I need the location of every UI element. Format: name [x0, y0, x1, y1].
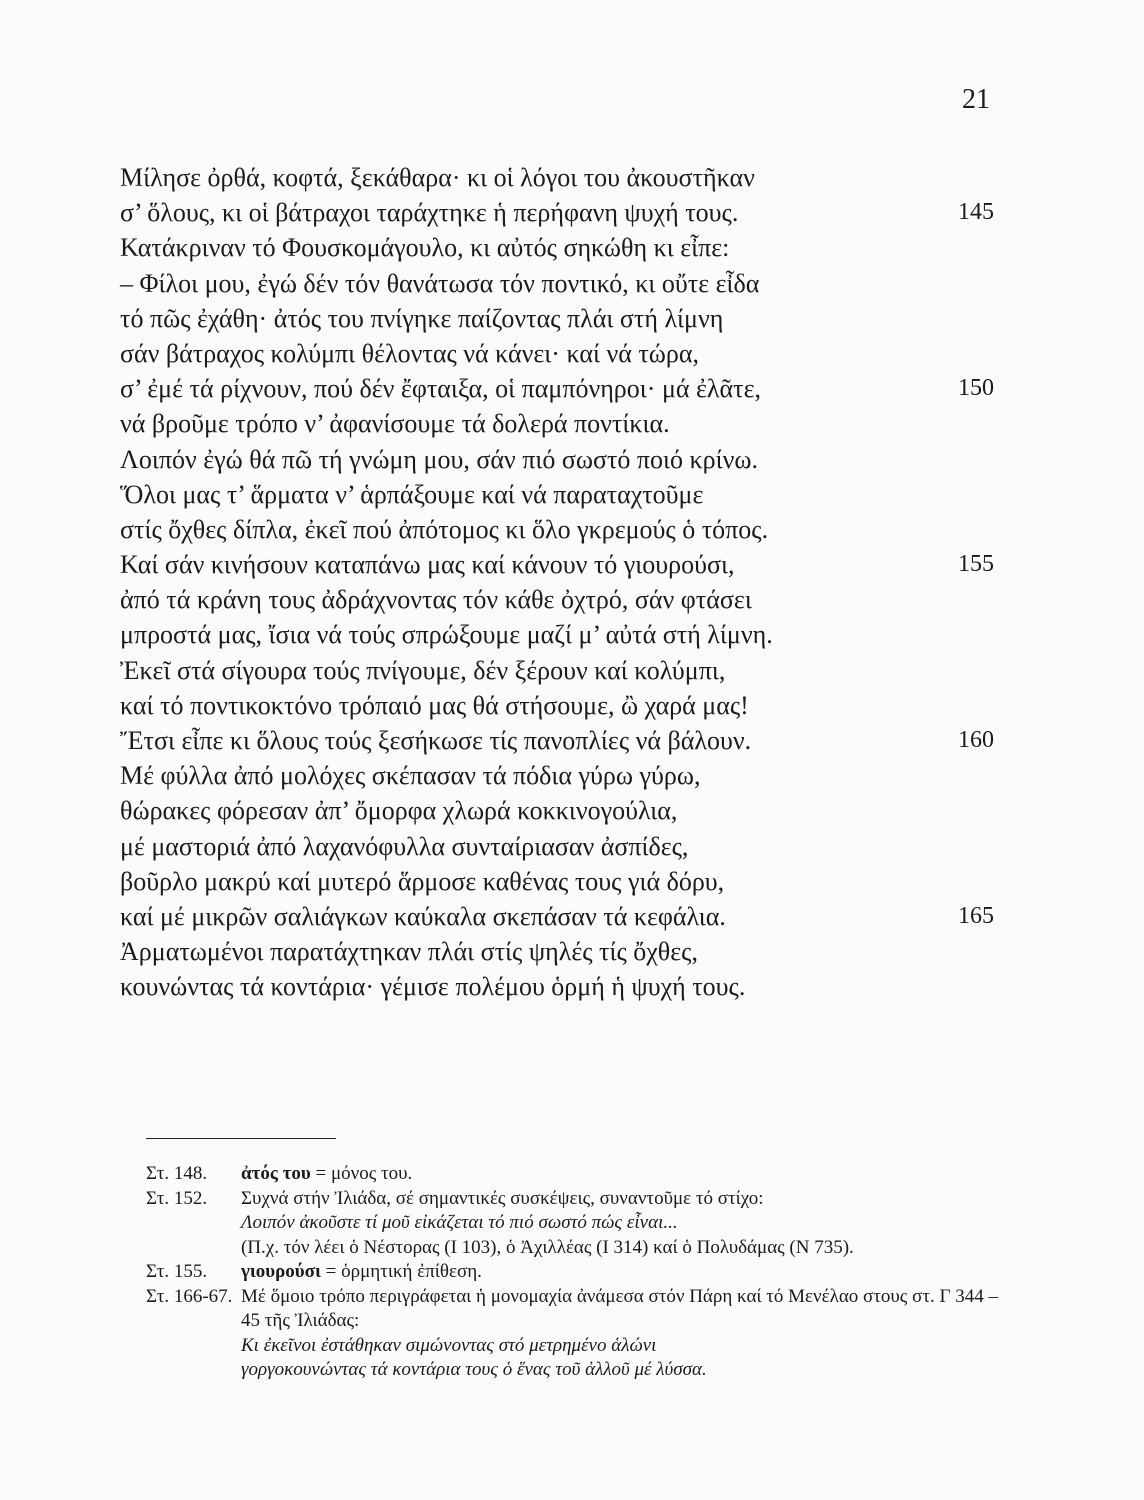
page-number: 21 [962, 84, 990, 115]
verse-line: Λοιπόν ἐγώ θά πῶ τή γνώμη μου, σάν πιό σωστό ποιό κρίνω. [120, 444, 758, 474]
verse-line: Ἔτσι εἶπε κι ὅλους τούς ξεσήκωσε τίς πανοπλίες νά βάλουν. 160 [120, 723, 1020, 758]
poem-text [120, 160, 1020, 1005]
verse-line: θώρακες φόρεσαν ἀπ’ ὄμορφα χλωρά κοκκινογούλια, [120, 796, 678, 826]
verse-line: Καί σάν κινήσουν καταπάνω μας καί κάνουν τό γιουρούσι, 155 [120, 547, 1020, 582]
verse-line: Κατάκριναν τό Φουσκομάγουλο, κι αὐτός σηκώθη κι εἶπε: [120, 233, 730, 263]
verse-line: καί μέ μικρῶν σαλιάγκων καύκαλα σκεπάσαν τά κεφάλια. 165 [120, 899, 1020, 934]
verse-line: Ἀρματωμένοι παρατάχτηκαν πλάι στίς ψηλές τίς ὄχθες, [120, 937, 698, 967]
verse-line: βοῦρλο μακρύ καί μυτερό ἅρμοσε καθένας τους γιά δόρυ, [120, 866, 725, 896]
verse-number: 165 [958, 902, 994, 929]
verse-line: σ’ ἐμέ τά ρίχνουν, πού δέν ἔφταιξα, οἱ παμπόνηροι· μά ἐλᾶτε, 150 [120, 371, 1020, 406]
footnote-quote: Λοιπόν ἀκοῦστε τί μοῦ εἰκάζεται τό πιό σωστό πώς εἶναι... [241, 1212, 678, 1233]
verse-number: 155 [958, 551, 994, 578]
footnote-quote: Κι ἐκεῖνοι ἐστάθηκαν σιμώνοντας στό μετρημένο ἁλώνι [241, 1334, 657, 1356]
footnote-ref: Στ. 148. [146, 1163, 208, 1184]
verse-line: μπροστά μας, ἴσια νά τούς σπρώξουμε μαζί μ’ αὐτά στή λίμνη. [120, 620, 773, 650]
verse-line: σάν βάτραχος κολύμπι θέλοντας νά κάνει· καί νά τώρα, [120, 338, 699, 368]
verse-line: – Φίλοι μου, ἐγώ δέν τόν θανάτωσα τόν ποντικό, κι οὔτε εἶδα [120, 268, 760, 298]
verse-number: 160 [958, 727, 994, 753]
footnote-intro: Μέ ὅμοιο τρόπο περιγράφεται ἡ μονομαχία ἀνάμεσα στόν Πάρη καί τό Μενέλαο στους στ. Γ 344 – 45 τῆς Ἰλιάδας: [241, 1285, 998, 1331]
footnote-term: ἀτός του [241, 1163, 311, 1184]
verse-line: Μέ φύλλα ἀπό μολόχες σκέπασαν τά πόδια γύρω γύρω, [120, 761, 701, 791]
footnote-divider [146, 1138, 336, 1139]
verse-line: τό πῶς ἐχάθη· ἀτός του πνίγηκε παίζοντας πλάι στή λίμνη [120, 303, 724, 333]
verse-line: μέ μαστοριά ἀπό λαχανόφυλλα συνταίριασαν ἀσπίδες, [120, 831, 689, 861]
verse-line: νά βροῦμε τρόπο ν’ ἀφανίσουμε τά δολερά ποντίκια. [120, 409, 670, 439]
footnote-citation: (Π.χ. τόν λέει ὁ Νέστορας (Ι 103), ὁ Ἀχιλλέας (Ι 314) καί ὁ Πολυδάμας (Ν 735). [241, 1236, 854, 1258]
footnote-152 [146, 1187, 1006, 1261]
verse-number: 150 [958, 375, 994, 402]
verse-line: κουνώντας τά κοντάρια· γέμισε πολέμου ὁρμή ἡ ψυχή τους. [120, 972, 746, 1002]
verse-line: σ’ ὅλους, κι οἱ βάτραχοι ταράχτηκε ἡ περήφανη ψυχή τους. 145 [120, 195, 1020, 230]
footnote-148 [146, 1162, 1006, 1187]
footnote-166-67 [146, 1285, 1006, 1383]
verse-line: Μίλησε ὀρθά, κοφτά, ξεκάθαρα· κι οἱ λόγοι του ἀκουστῆκαν [120, 163, 755, 192]
verse-line: στίς ὄχθες δίπλα, ἐκεῖ πού ἀπότομος κι ὅλο γκρεμούς ὁ τόπος. [120, 514, 769, 544]
footnote-term: γιουρούσι [241, 1261, 321, 1282]
verse-line: Ἐκεῖ στά σίγουρα τούς πνίγουμε, δέν ξέρουν καί κολύμπι, [120, 655, 726, 685]
verse-line: καί τό ποντικοκτόνο τρόπαιό μας θά στήσουμε, ὢ χαρά μας! [120, 690, 749, 720]
footnote-definition: = μόνος του. [310, 1163, 413, 1184]
footnote-ref: Στ. 166-67. [146, 1285, 233, 1307]
verse-line: ἀπό τά κράνη τους ἀδράχνοντας τόν κάθε ὀχτρό, σάν φτάσει [120, 585, 752, 615]
footnote-ref: Στ. 152. [146, 1187, 208, 1209]
footnote-intro: Συχνά στήν Ἰλιάδα, σέ σημαντικές συσκέψεις, συναντοῦμε τό στίχο: [241, 1187, 764, 1209]
verse-number: 145 [958, 199, 994, 226]
verse-line: Ὅλοι μας τ’ ἅρματα ν’ ἁρπάξουμε καί νά παραταχτοῦμε [120, 479, 704, 509]
footnote-155 [146, 1260, 1006, 1285]
footnotes [146, 1162, 1006, 1383]
footnote-definition: = ὁρμητική ἐπίθεση. [320, 1261, 482, 1282]
footnote-quote: γοργοκουνώντας τά κοντάρια τους ὁ ἕνας τοῦ ἀλλοῦ μέ λύσσα. [241, 1359, 707, 1380]
footnote-ref: Στ. 155. [146, 1261, 208, 1282]
